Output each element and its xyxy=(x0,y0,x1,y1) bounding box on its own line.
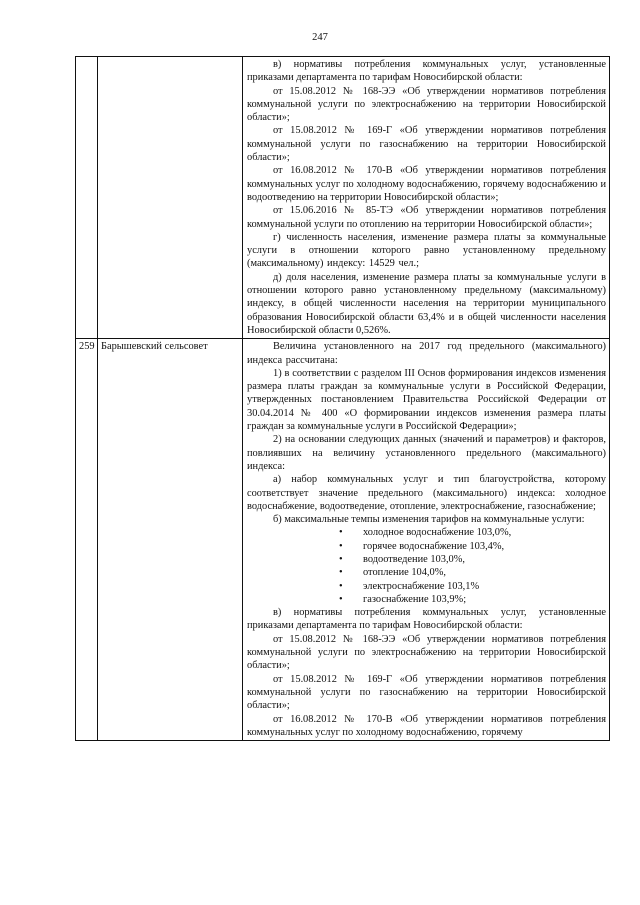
list-item: • водоотведение 103,0%, xyxy=(339,553,606,566)
row-number-cell xyxy=(76,57,98,339)
paragraph: от 15.08.2012 № 168-ЭЭ «Об утверждении нормативов потребления коммунальной услуги по электроснабжению на территории Новосибирской области»; xyxy=(247,85,606,124)
paragraph: от 15.08.2012 № 168-ЭЭ «Об утверждении нормативов потребления коммунальной услуги по электроснабжению на территории Новосибирской области»; xyxy=(247,633,606,672)
list-item: • газоснабжение 103,9%; xyxy=(339,593,606,606)
paragraph: от 16.08.2012 № 170-В «Об утверждении нормативов потребления коммунальных услуг по холодному водоснабжению, горячему водоснабжению и водоотведению на территории Новосибирской области»; xyxy=(247,165,606,203)
list-item: • горячее водоснабжение 103,4%, xyxy=(339,540,606,553)
paragraph: а) набор коммунальных услуг и тип благоустройства, которому соответствует значение предельного (максимального) индекса: холодное водоснабжение, водоотведение, отопление, электроснабжение, газоснабжение; xyxy=(247,474,606,512)
paragraph: от 15.08.2012 № 169-Г «Об утверждении нормативов потребления коммунальной услуги по газоснабжению на территории Новосибирской области»; xyxy=(247,125,606,164)
list-item: • отопление 104,0%, xyxy=(339,566,606,579)
paragraph: Величина установленного на 2017 год предельного (максимального) индекса рассчитана: xyxy=(247,341,606,366)
row-number xyxy=(76,57,97,59)
row-number: 259 xyxy=(79,341,95,353)
description-cell xyxy=(243,339,610,741)
paragraph: 2) на основании следующих данных (значений и параметров) и факторов, повлиявших на величину установленного предельного (максимального) индекса: xyxy=(247,434,606,472)
paragraph: г) численность населения, изменение размера платы за коммунальные услуги в отношении которого равно установленному предельному (максимальному) индексу: 14529 чел.; xyxy=(247,231,606,270)
municipality-cell xyxy=(98,57,243,339)
tariff-list xyxy=(247,526,606,606)
list-item: • холодное водоснабжение 103,0%, xyxy=(339,526,606,539)
description-cell xyxy=(243,57,610,339)
paragraph: д) доля населения, изменение размера платы за коммунальные услуги в отношении которого равно установленному предельному (максимальному) индексу, в общей численности населения на территории муниципального образования Новосибирской области 63,4% и в общей численности населения Новосибирской области 0,526%. xyxy=(247,271,606,336)
paragraph: от 16.08.2012 № 170-В «Об утверждении нормативов потребления коммунальных услуг по холодному водоснабжению, горячему xyxy=(247,713,606,738)
paragraph: 1) в соответствии с разделом III Основ формирования индексов изменения размера платы граждан за коммунальные услуги в Российской Федерации, утвержденных постановлением Правительства Российской Федерации от 30.04.2014 № 400 «О формировании индексов изменения размера платы граждан за коммунальные услуги в Российской Федерации»; xyxy=(247,367,606,433)
list-item: • электроснабжение 103,1% xyxy=(339,580,606,593)
municipality-cell xyxy=(98,339,243,741)
paragraph: в) нормативы потребления коммунальных услуг, установленные приказами департамента по тарифам Новосибирской области: xyxy=(247,59,606,84)
paragraph: б) максимальные темпы изменения тарифов на коммунальные услуги: xyxy=(273,514,585,526)
document-table xyxy=(75,56,610,741)
municipality-name: Барышевский сельсовет xyxy=(101,341,208,353)
row-number-cell xyxy=(76,339,98,741)
municipality-name xyxy=(98,57,242,59)
paragraph: от 15.08.2012 № 169-Г «Об утверждении нормативов потребления коммунальной услуги по газоснабжению на территории Новосибирской области»; xyxy=(247,673,606,712)
paragraph: в) нормативы потребления коммунальных услуг, установленные приказами департамента по тарифам Новосибирской области: xyxy=(247,607,606,632)
table-row xyxy=(76,57,610,339)
paragraph: от 15.06.2016 № 85-ТЭ «Об утверждении нормативов потребления коммунальной услуги по отоплению на территории Новосибирской области»; xyxy=(247,205,606,230)
table-row xyxy=(76,339,610,741)
page-number: 247 xyxy=(312,32,328,43)
